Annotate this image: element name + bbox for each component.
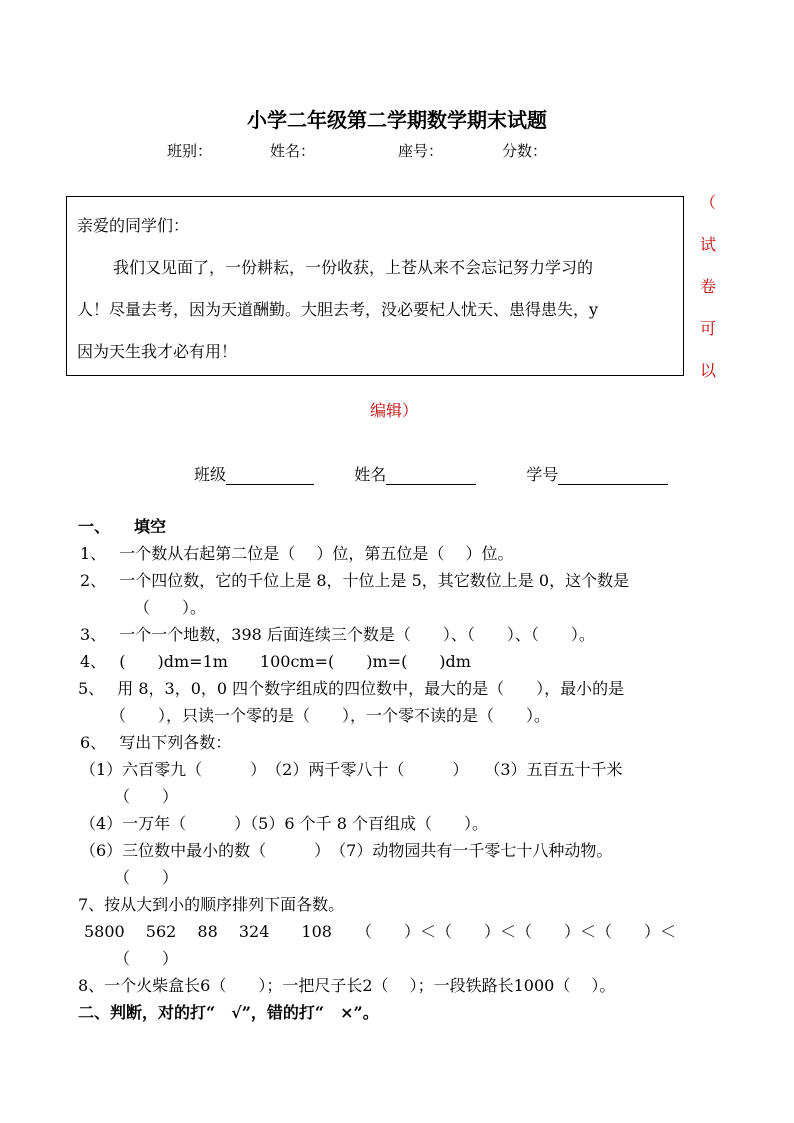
q6-line: 6、 写出下列各数： <box>80 733 232 752</box>
q5-line-cont: （ ），只读一个零的是（ ），一个零不读的是（ ）。 <box>110 706 551 725</box>
q3-line: 3、 一个一个地数，398 后面连续三个数是（ ）、（ ）、（ ）。 <box>80 625 595 644</box>
q2-line: 2、 一个四位数，它的千位上是 8，十位上是 5，其它数位上是 0，这个数是 <box>80 571 630 590</box>
student-number-blank[interactable] <box>558 468 668 485</box>
q7-numbers: 5800 562 88 324 108 （ ）＜（ ）＜（ ）＜（ ）＜ <box>84 922 676 941</box>
side-note-char-2: 试 <box>699 235 716 254</box>
intro-line-2: 人！尽量去考，因为天道酬勤。大胆去考，没必要杞人忧天、患得患失，y <box>77 300 599 319</box>
q6-items-1: （1）六百零九（ ） （2）两千零八十（ ） （3）五百五十千米 <box>80 760 623 779</box>
section2-heading: 二、判断，对的打“ √”，错的打“ ×”。 <box>78 1003 379 1022</box>
side-note-char-5: 以 <box>699 361 716 380</box>
side-note-tail: 编辑） <box>370 401 419 420</box>
page-title: 小学二年级第二学期数学期末试题 <box>247 108 547 132</box>
student-line <box>194 462 668 485</box>
info-score-label: 分数： <box>502 142 548 160</box>
section1-heading: 填空 <box>134 517 167 536</box>
q6-items-1-cont: （ ） <box>114 787 179 806</box>
info-seat-label: 座号： <box>398 142 444 160</box>
student-name-blank[interactable] <box>386 468 476 485</box>
side-note-char-1: （ <box>699 193 716 212</box>
intro-line-3: 因为天生我才必有用！ <box>77 342 238 361</box>
student-number-label: 学号 <box>526 465 559 484</box>
q5-line: 5、 用 8，3，0，0 四个数字组成的四位数中，最大的是（ ），最小的是 <box>78 679 625 698</box>
q7-numbers-cont: （ ） <box>114 949 179 968</box>
q7-line: 7、按从大到小的顺序排列下面各数。 <box>78 895 345 914</box>
info-class-label: 班别： <box>167 142 213 160</box>
q8-line: 8、一个火柴盒长6（ ）；一把尺子长2（ ）；一段铁路长1000（ ）。 <box>78 976 616 995</box>
side-note-char-4: 可 <box>699 319 716 338</box>
intro-box <box>66 196 684 376</box>
q6-items-3-cont: （ ） <box>114 868 179 887</box>
q6-items-3: （6）三位数中最小的数（ ） （7）动物园共有一千零七十八种动物。 <box>80 841 613 860</box>
q4-line: 4、 ( )dm=1m 100cm=( )m=( )dm <box>80 652 471 671</box>
info-name-label: 姓名： <box>270 142 316 160</box>
student-class-label: 班级 <box>194 465 227 484</box>
student-name-label: 姓名 <box>354 465 387 484</box>
q6-items-2: （4）一万年（ ）（5）6 个千 8 个百组成（ ）。 <box>80 814 488 833</box>
q2-line-cont: （ ）。 <box>134 598 207 617</box>
student-class-blank[interactable] <box>226 468 314 485</box>
side-note-char-3: 卷 <box>699 277 716 296</box>
intro-line-1: 我们又见面了，一份耕耘，一份收获，上苍从来不会忘记努力学习的 <box>113 258 594 277</box>
q1-line: 1、 一个数从右起第二位是（ ）位，第五位是（ ）位。 <box>80 544 514 563</box>
intro-greeting: 亲爱的同学们： <box>77 216 190 235</box>
section1-number: 一、 <box>78 517 111 536</box>
